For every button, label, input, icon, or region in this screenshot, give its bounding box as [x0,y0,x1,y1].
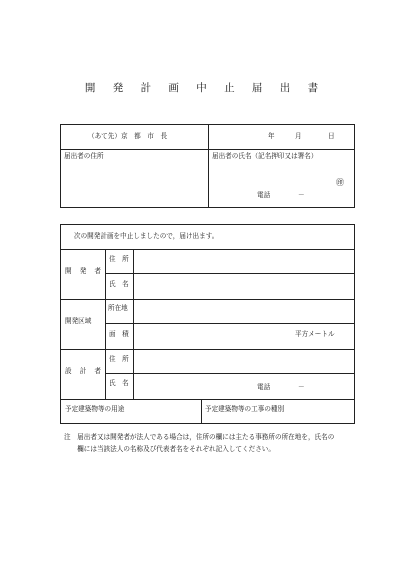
designer-address-label: 住 所 [109,355,129,363]
page-title: 開 発 計 画 中 止 届 出 書 [84,82,326,94]
statement-text: 次の開発計画を中止しましたので，届け出ます。 [74,232,219,240]
footnote [64,431,364,455]
construction-type-label: 予定建築物等の工事の種別 [205,405,285,413]
development-area-label: 開発区域 [65,317,92,325]
developer-name-label: 氏 名 [109,280,129,288]
footnote-line-1: 注 届出者又は開発者が法人である場合は，住所の欄には主たる事務所の所在地を，氏名の [64,433,335,441]
designer-name-label: 氏 名 [109,379,129,387]
designer-tel-label: 電話 [257,383,271,391]
applicant-name-label: 届出者の氏名（記名押印又は署名） [212,152,318,160]
addressee: （あて先）京 都 市 長 [88,132,168,140]
applicant-address-label: 届出者の住所 [64,152,104,160]
date-day-label: 日 [328,132,335,140]
sqm-unit: 平方メートル [295,330,335,338]
developer-address-label: 住 所 [109,255,129,263]
applicant-tel-label: 電話 [257,191,271,199]
date-month-label: 月 [295,132,302,140]
location-label: 所在地 [108,304,128,312]
footnote-line-2: 欄には当該法人の名称及び代表者名をそれぞれ記入してください。 [64,445,275,453]
date-year-label: 年 [268,132,275,140]
applicant-tel-dash: － [298,191,305,199]
designer-label: 設 計 者 [65,367,104,375]
main-table [60,224,355,424]
building-use-label: 予定建築物等の用途 [65,405,125,413]
header-table [60,124,355,208]
designer-tel-dash: － [298,383,305,391]
area-size-label: 面 積 [109,330,129,338]
developer-label: 開 発 者 [65,267,104,275]
seal-mark: ㊞ [336,178,344,187]
